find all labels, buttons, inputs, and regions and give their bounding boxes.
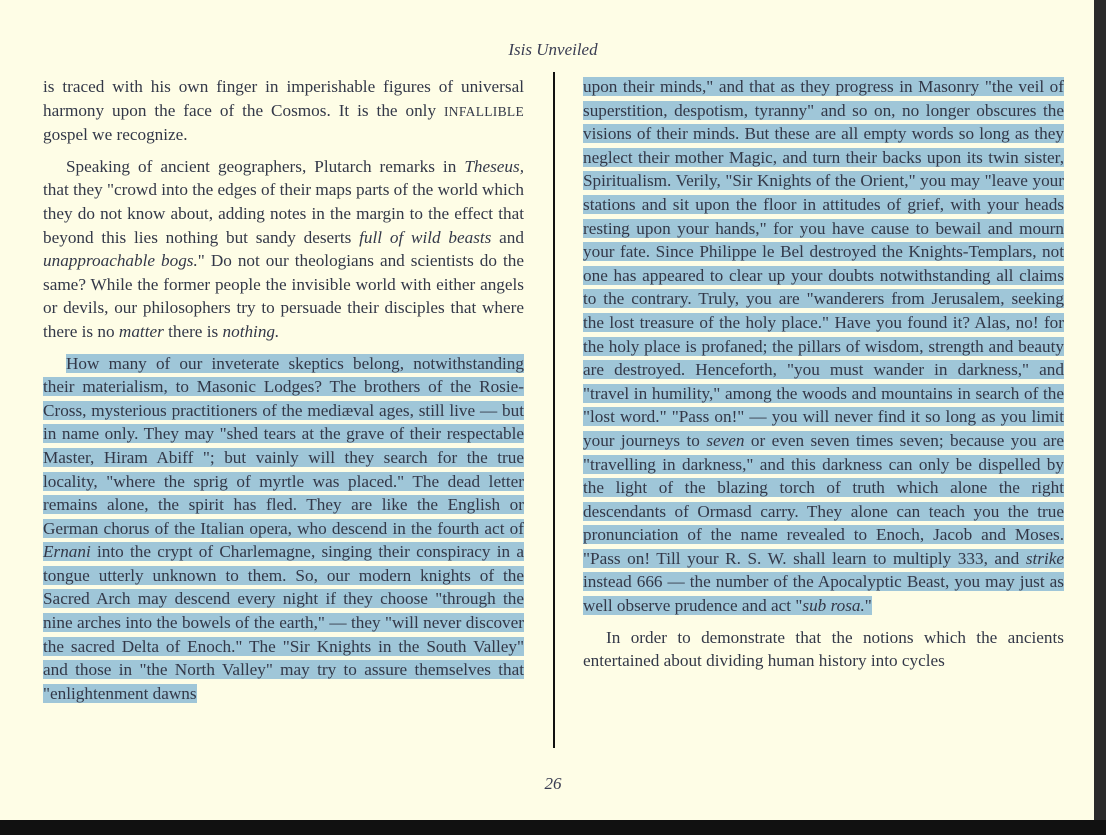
column-divider: [553, 72, 555, 748]
selected-italic-run[interactable]: strike: [1025, 548, 1064, 568]
text-run: that they "crowd into the edges of their maps parts of the world which they do not know about, adding notes in the margin to the effect that beyond this lies nothing but sandy deserts: [43, 180, 524, 247]
text-run: Speaking of ancient geographers, Plutarch remarks in: [66, 156, 465, 176]
text-run: there is: [163, 321, 223, 341]
italic-run: nothing.: [222, 321, 280, 341]
selected-text-run[interactable]: upon their minds," and that as they progress in Masonry "the veil of superstition, despotism, tyranny" and so on, no longer obscures the visions of their minds. But these are all empty words so long as they neglect their mother Magic, and turn their backs upon its twin sister, Spiritualism. Verily, "Sir Knights of the Orient," you may "leave your stations and sit upon the floor in attitudes of grief, with your heads resting upon your hands," for you have cause to bewail and mourn your fate. Since Philippe le Bel destroyed the Knights-Templars, not one has appeared to clear up your doubts notwithstanding all claims to the contrary. Truly, you are "wanderers from Jerusalem, seeking the lost treasure of the holy place." Have you found it? Alas, no! for the holy place is profaned; the pillars of wisdom, strength and beauty are destroyed. Henceforth, "you must wander in darkness," and "travel in humility," among the woods and mountains in search of the "lost word." "Pass on!" — you will never find it so long as you limit your journeys to: [583, 77, 1064, 450]
right-paragraph-2: [583, 626, 1064, 673]
selected-italic-run[interactable]: Ernani: [43, 542, 91, 562]
left-paragraph-1: [43, 75, 524, 147]
right-text-column: [583, 75, 1064, 673]
italic-run: matter: [118, 321, 164, 341]
selected-text-run[interactable]: instead 666 — the number of the Apocalyptic Beast, you may just as well observe prudence and act ": [583, 572, 1064, 616]
bottom-window-edge: [0, 820, 1106, 835]
text-run: is traced with his own finger in imperishable figures of universal harmony upon the face of the Cosmos. It is the only: [43, 77, 524, 120]
left-paragraph-3-selected[interactable]: [43, 352, 524, 706]
selected-italic-run[interactable]: seven: [706, 430, 745, 450]
text-run: and: [491, 227, 524, 247]
selected-text-run[interactable]: into the crypt of Charlemagne, singing their conspiracy in a tongue utterly unknown to them. So, our modern knights of the Sacred Arch may descend every night if they choose "through the nine arches into the bowels of the earth," — they "will never discover the sacred Delta of Enoch." The "Sir Knights in the South Valley" and those in "the North Valley" may try to assure themselves that "enlightenment dawns: [43, 542, 524, 703]
text-run: In order to demonstrate that the notions which the ancients entertained about dividing human history into cycles: [583, 627, 1064, 671]
small-caps-word: INFALLIBLE: [444, 103, 524, 119]
selected-text-run[interactable]: ": [864, 596, 872, 616]
right-paragraph-1-selected[interactable]: [583, 75, 1064, 618]
text-run: " Do not our theologians and scientists do the same? While the former people the invisible world with either angels or devils, our philosophers try to persuade their disciples that where there is no: [43, 251, 524, 341]
italic-run: unapproachable bogs.: [43, 251, 198, 271]
page-number: 26: [544, 774, 562, 793]
selected-text-run[interactable]: or even seven times seven; because you are "travelling in darkness," and this darkness can only be dispelled by the light of the blazing torch of truth which alone the right descendants of Ormasd carry. They alone can teach you the true pronunciation of the name revealed to Enoch, Jacob and Moses. "Pass on! Till your R. S. W. shall learn to multiply 333, and: [583, 430, 1064, 568]
italic-run: Theseus,: [464, 156, 524, 176]
left-paragraph-2: [43, 155, 524, 344]
selected-italic-run[interactable]: sub rosa.: [802, 596, 865, 616]
scrollbar-track[interactable]: [1094, 0, 1106, 835]
left-text-column: [43, 75, 524, 705]
selected-text-run[interactable]: How many of our inveterate skeptics belong, notwithstanding their materialism, to Masonic Lodges? The brothers of the Rosie-Cross, mysterious practitioners of the mediæval ages, still live — but in name only. They may "shed tears at the grave of their respectable Master, Hiram Abiff "; but vainly will they search for the true locality, "where the sprig of myrtle was placed." The dead letter remains alone, the spirit has fled. They are like the English or German chorus of the Italian opera, who descend in the fourth act of: [43, 353, 524, 538]
text-run: gospel we recognize.: [43, 125, 188, 145]
running-header-title: Isis Unveiled: [508, 40, 598, 59]
italic-run: full of wild beasts: [359, 227, 492, 247]
